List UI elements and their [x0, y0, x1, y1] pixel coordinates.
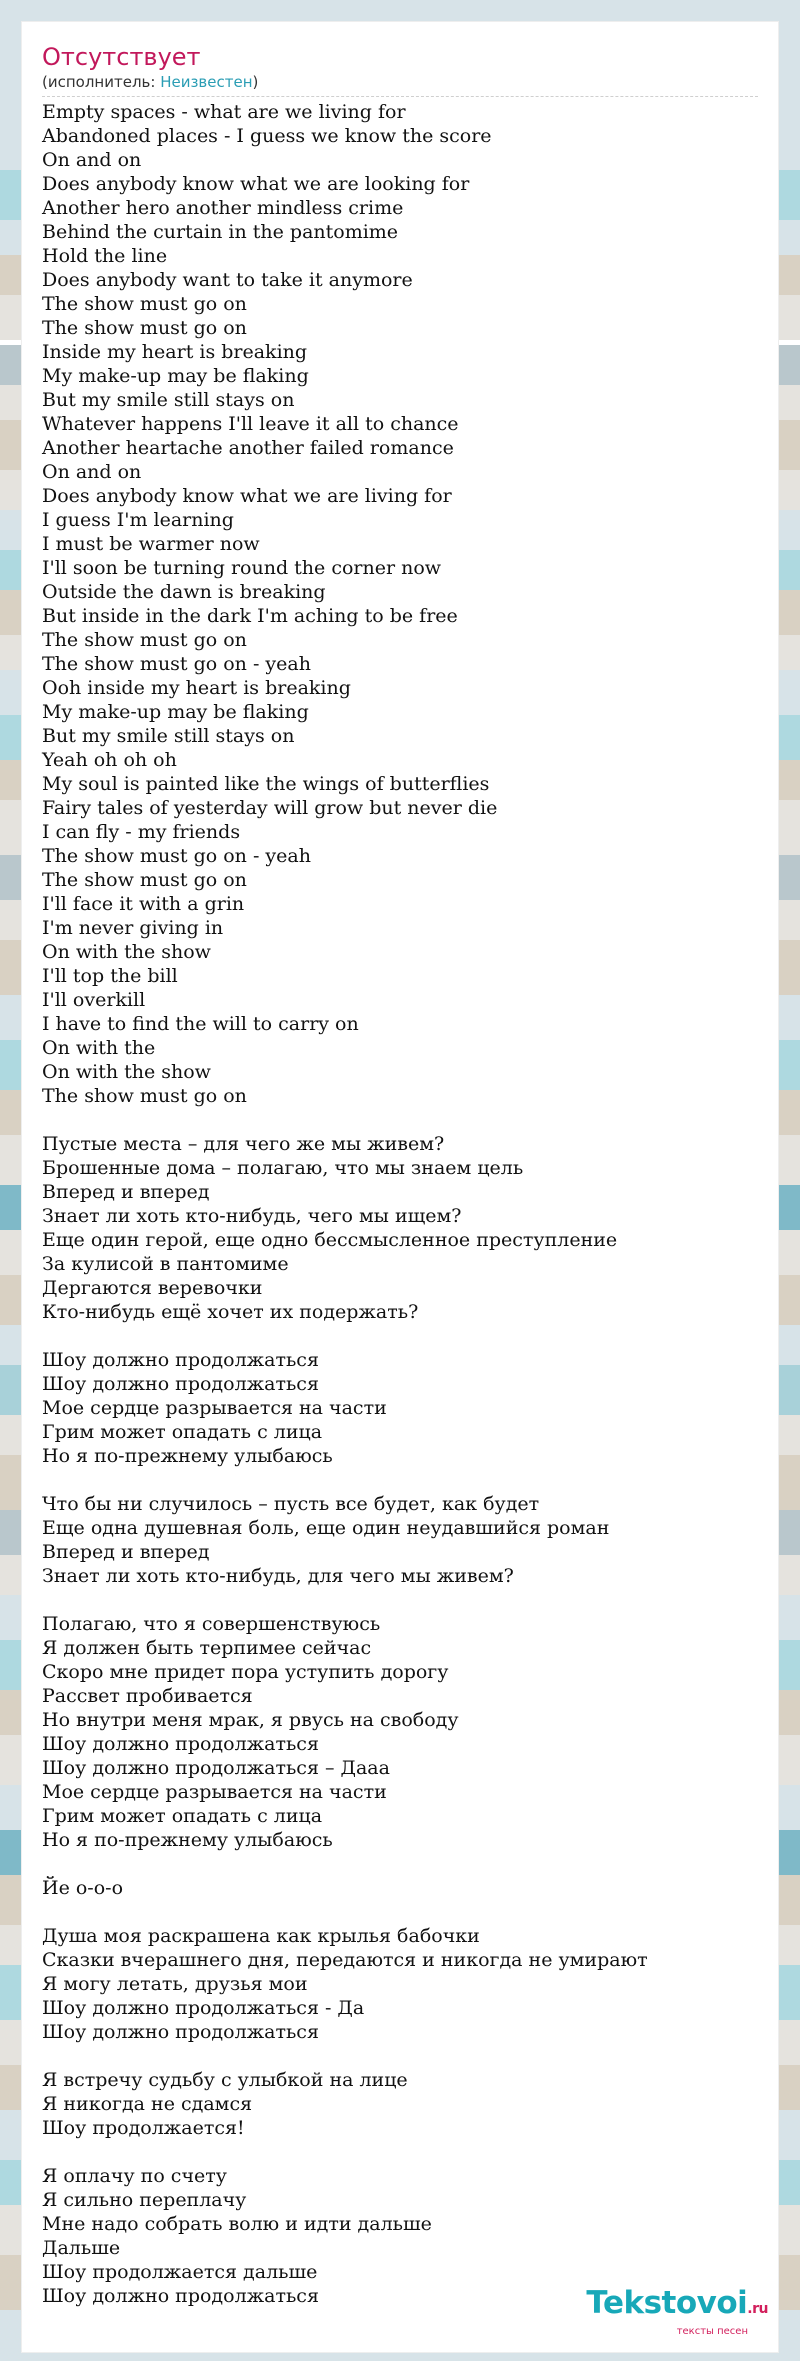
lyrics-line: My soul is painted like the wings of butterflies — [42, 773, 490, 795]
lyrics-blank-line — [42, 1324, 758, 1348]
lyrics-line: Шоу продолжается! — [42, 2117, 245, 2139]
lyrics-line: My make-up may be flaking — [42, 365, 309, 387]
lyrics-line: Дальше — [42, 2237, 121, 2259]
lyrics-line: I'm never giving in — [42, 917, 224, 939]
lyrics-line: Скоро мне придет пора уступить дорогу — [42, 1661, 449, 1683]
lyrics-line: Behind the curtain in the pantomime — [42, 221, 399, 243]
song-title: Отсутствует — [42, 43, 201, 71]
lyrics-line: I'll overkill — [42, 989, 146, 1011]
logo-name: Tekstovoi — [586, 2285, 748, 2321]
lyrics-line: The show must go on - yeah — [42, 845, 311, 867]
lyrics-line: Дергаются веревочки — [42, 1277, 263, 1299]
lyrics-line: Но я по-прежнему улыбаюсь — [42, 1445, 333, 1467]
lyrics-blank-line — [42, 1852, 758, 1876]
lyrics-line: Does anybody know what we are living for — [42, 485, 452, 507]
lyrics-line: Еще одна душевная боль, еще один неудавшийся роман — [42, 1517, 610, 1539]
lyrics-line: I can fly - my friends — [42, 821, 241, 843]
lyrics-line: Что бы ни случилось – пусть все будет, как будет — [42, 1493, 540, 1515]
lyrics-line: I have to find the will to carry on — [42, 1013, 359, 1035]
lyrics-line: Брошенные дома – полагаю, что мы знаем цель — [42, 1157, 524, 1179]
lyrics-line: Пустые места – для чего же мы живем? — [42, 1133, 445, 1155]
lyrics-line: Outside the dawn is breaking — [42, 581, 326, 603]
lyrics-line: Йе о-о-о — [42, 1877, 124, 1899]
lyrics-line: Грим может опадать с лица — [42, 1805, 323, 1827]
lyrics-line: Inside my heart is breaking — [42, 341, 308, 363]
lyrics-line: The show must go on — [42, 317, 247, 339]
lyrics-line: The show must go on - yeah — [42, 653, 311, 675]
lyrics-line: Мне надо собрать волю и идти дальше — [42, 2213, 432, 2235]
logo-tld: .ru — [747, 2301, 768, 2317]
lyrics-line: Does anybody know what we are looking for — [42, 173, 470, 195]
artist-prefix: (исполнитель: — [42, 73, 161, 91]
lyrics-blank-line — [42, 1588, 758, 1612]
lyrics-line: Yeah oh oh oh — [42, 749, 177, 771]
lyrics-line: My make-up may be flaking — [42, 701, 309, 723]
lyrics-line: Шоу должно продолжаться — [42, 1349, 319, 1371]
lyrics-line: The show must go on — [42, 629, 247, 651]
lyrics-line: Another heartache another failed romance — [42, 437, 454, 459]
lyrics-card — [22, 22, 778, 2352]
song-header — [42, 42, 758, 97]
lyrics-line: Шоу должно продолжаться — [42, 1733, 319, 1755]
lyrics-line: Я сильно переплачу — [42, 2189, 247, 2211]
lyrics-line: Another hero another mindless crime — [42, 197, 404, 219]
lyrics-line: On and on — [42, 149, 142, 171]
lyrics-line: Я оплачу по счету — [42, 2165, 227, 2187]
lyrics-line: Abandoned places - I guess we know the score — [42, 125, 492, 147]
lyrics-line: I must be warmer now — [42, 533, 260, 555]
lyrics-line: Но внутри меня мрак, я рвусь на свободу — [42, 1709, 459, 1731]
lyrics-line: Ooh inside my heart is breaking — [42, 677, 351, 699]
lyrics-text — [42, 100, 758, 2308]
lyrics-line: Я могу летать, друзья мои — [42, 1973, 308, 1995]
lyrics-line: I'll soon be turning round the corner now — [42, 557, 442, 579]
site-logo[interactable] — [586, 2286, 768, 2338]
lyrics-line: Знает ли хоть кто-нибудь, для чего мы живем? — [42, 1565, 514, 1587]
lyrics-line: But inside in the dark I'm aching to be free — [42, 605, 458, 627]
lyrics-line: Шоу продолжается дальше — [42, 2261, 318, 2283]
lyrics-line: The show must go on — [42, 1085, 247, 1107]
lyrics-blank-line — [42, 2140, 758, 2164]
lyrics-line: Но я по-прежнему улыбаюсь — [42, 1829, 333, 1851]
lyrics-blank-line — [42, 1900, 758, 1924]
lyrics-line: On and on — [42, 461, 142, 483]
lyrics-line: Грим может опадать с лица — [42, 1421, 323, 1443]
lyrics-line: Шоу должно продолжаться — [42, 1373, 319, 1395]
lyrics-line: The show must go on — [42, 293, 247, 315]
lyrics-line: The show must go on — [42, 869, 247, 891]
artist-link[interactable]: Неизвестен — [160, 73, 253, 91]
lyrics-line: Hold the line — [42, 245, 168, 267]
lyrics-line: Кто-нибудь ещё хочет их подержать? — [42, 1301, 419, 1323]
lyrics-line: Рассвет пробивается — [42, 1685, 253, 1707]
lyrics-line: Empty spaces - what are we living for — [42, 101, 406, 123]
lyrics-line: On with the show — [42, 941, 211, 963]
lyrics-blank-line — [42, 2044, 758, 2068]
lyrics-line: Шоу должно продолжаться – Дааа — [42, 1757, 390, 1779]
logo-tagline: тексты песен — [676, 2326, 748, 2337]
lyrics-line: Шоу должно продолжаться — [42, 2021, 319, 2043]
lyrics-line: But my smile still stays on — [42, 389, 295, 411]
lyrics-line: Вперед и вперед — [42, 1181, 210, 1203]
lyrics-line: Вперед и вперед — [42, 1541, 210, 1563]
lyrics-line: Сказки вчерашнего дня, передаются и никогда не умирают — [42, 1949, 648, 1971]
lyrics-line: I guess I'm learning — [42, 509, 234, 531]
lyrics-blank-line — [42, 1108, 758, 1132]
lyrics-line: Мое сердце разрывается на части — [42, 1781, 387, 1803]
lyrics-line: Шоу должно продолжаться — [42, 2285, 319, 2307]
lyrics-line: I'll face it with a grin — [42, 893, 245, 915]
lyrics-blank-line — [42, 1468, 758, 1492]
lyrics-line: Полагаю, что я совершенствуюсь — [42, 1613, 381, 1635]
lyrics-line: Я должен быть терпимее сейчас — [42, 1637, 372, 1659]
lyrics-line: I'll top the bill — [42, 965, 178, 987]
lyrics-line: Мое сердце разрывается на части — [42, 1397, 387, 1419]
lyrics-line: За кулисой в пантомиме — [42, 1253, 289, 1275]
lyrics-line: Does anybody want to take it anymore — [42, 269, 413, 291]
lyrics-line: Знает ли хоть кто-нибудь, чего мы ищем? — [42, 1205, 462, 1227]
lyrics-line: Шоу должно продолжаться - Да — [42, 1997, 365, 2019]
lyrics-line: On with the — [42, 1037, 156, 1059]
lyrics-line: Я никогда не сдамся — [42, 2093, 253, 2115]
artist-suffix: ) — [252, 73, 259, 91]
lyrics-line: Я встречу судьбу с улыбкой на лице — [42, 2069, 408, 2091]
lyrics-line: Fairy tales of yesterday will grow but never die — [42, 797, 498, 819]
song-subtitle — [42, 72, 758, 97]
lyrics-line: On with the show — [42, 1061, 211, 1083]
lyrics-line: Еще один герой, еще одно бессмысленное преступление — [42, 1229, 618, 1251]
lyrics-line: Whatever happens I'll leave it all to chance — [42, 413, 459, 435]
lyrics-line: Душа моя раскрашена как крылья бабочки — [42, 1925, 480, 1947]
lyrics-line: But my smile still stays on — [42, 725, 295, 747]
